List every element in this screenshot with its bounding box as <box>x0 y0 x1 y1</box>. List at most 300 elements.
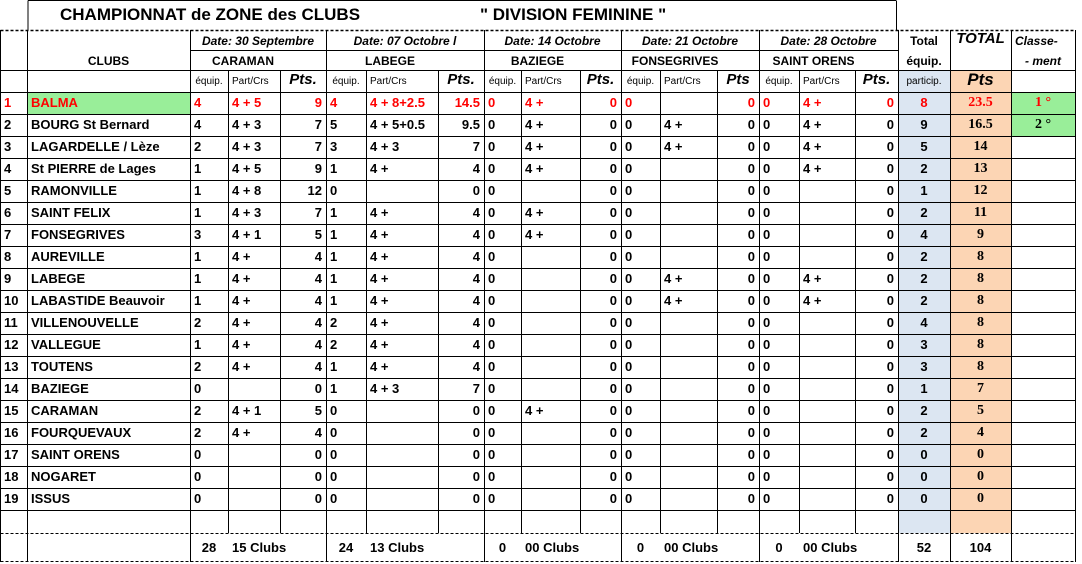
round-teams: 0 <box>625 95 633 110</box>
round-teams: 3 <box>194 227 202 242</box>
row-rank: 12 <box>4 337 19 352</box>
total-teams-sub: équip. <box>906 54 942 68</box>
partcrs-header: Part/Crs <box>370 76 407 87</box>
row-total-teams: 1 <box>920 381 928 396</box>
round-date: Date: 28 Octobre <box>780 34 877 48</box>
row-rank: 7 <box>4 227 12 242</box>
round-partcrs: 4 + <box>232 293 251 308</box>
row-rank: 19 <box>4 491 19 506</box>
round-partcrs: 4 + <box>232 315 251 330</box>
footer-round-clubs: 13 Clubs <box>370 540 425 555</box>
round-points: 4 <box>472 359 480 374</box>
round-points: 0 <box>747 95 755 110</box>
round-teams: 0 <box>488 425 496 440</box>
row-rank: 13 <box>4 359 19 374</box>
row-club: SAINT ORENS <box>31 447 120 462</box>
row-rank: 6 <box>4 205 12 220</box>
round-partcrs: 4 + <box>232 271 251 286</box>
round-date: Date: 14 Octobre <box>504 34 601 48</box>
round-points: 4 <box>314 271 322 286</box>
row-total-points: 8 <box>977 293 984 308</box>
round-points: 9.5 <box>461 117 480 132</box>
round-teams: 0 <box>763 227 771 242</box>
round-points: 4 <box>472 205 480 220</box>
round-partcrs: 4 + <box>664 139 683 154</box>
round-teams: 0 <box>488 205 496 220</box>
row-rank: 16 <box>4 425 19 440</box>
round-points: 0 <box>472 183 480 198</box>
round-points: 0 <box>472 403 480 418</box>
round-points: 4 <box>472 293 480 308</box>
round-teams: 0 <box>625 161 633 176</box>
round-teams: 0 <box>488 315 496 330</box>
pts-header: Pts. <box>862 71 891 88</box>
row-rank: 1 <box>4 95 12 110</box>
round-points: 5 <box>314 403 322 418</box>
round-points: 0 <box>609 359 617 374</box>
round-points: 0 <box>472 425 480 440</box>
row-total-teams: 5 <box>920 139 928 154</box>
round-points: 4 <box>314 249 322 264</box>
row-total-teams: 2 <box>920 271 928 286</box>
partcrs-header: Part/Crs <box>664 76 701 87</box>
round-teams: 0 <box>763 117 771 132</box>
round-points: 0 <box>747 403 755 418</box>
round-teams: 0 <box>625 315 633 330</box>
round-teams: 0 <box>625 183 633 198</box>
round-points: 0 <box>609 183 617 198</box>
row-total-teams: 2 <box>920 249 928 264</box>
round-teams: 0 <box>763 183 771 198</box>
round-points: 0 <box>609 161 617 176</box>
row-club: BAZIEGE <box>31 381 89 396</box>
round-points: 0 <box>886 491 894 506</box>
round-points: 0 <box>886 161 894 176</box>
round-teams: 0 <box>763 491 771 506</box>
page-subtitle: " DIVISION FEMININE " <box>480 5 667 24</box>
row-club: LAGARDELLE / Lèze <box>31 139 160 154</box>
round-points: 0 <box>747 139 755 154</box>
round-points: 0 <box>747 227 755 242</box>
round-teams: 0 <box>763 359 771 374</box>
round-points: 4 <box>472 315 480 330</box>
round-partcrs: 4 + <box>803 117 822 132</box>
round-points: 7 <box>314 117 322 132</box>
round-teams: 4 <box>330 95 338 110</box>
round-teams: 0 <box>625 117 633 132</box>
round-date: Date: 07 Octobre l <box>353 34 457 48</box>
round-teams: 0 <box>330 183 338 198</box>
round-points: 0 <box>747 315 755 330</box>
round-points: 0 <box>886 447 894 462</box>
round-points: 0 <box>886 95 894 110</box>
round-teams: 1 <box>194 161 202 176</box>
round-points: 0 <box>609 139 617 154</box>
round-points: 0 <box>314 381 322 396</box>
round-teams: 0 <box>488 403 496 418</box>
round-teams: 0 <box>625 249 633 264</box>
round-partcrs: 4 + <box>664 271 683 286</box>
round-points: 0 <box>472 491 480 506</box>
round-partcrs: 4 + <box>525 117 544 132</box>
round-teams: 0 <box>625 359 633 374</box>
round-points: 4 <box>314 337 322 352</box>
row-rank: 5 <box>4 183 12 198</box>
round-teams: 1 <box>194 249 202 264</box>
row-club: BALMA <box>31 95 78 110</box>
round-teams: 5 <box>330 117 338 132</box>
round-points: 0 <box>886 117 894 132</box>
footer-round-teams: 24 <box>338 540 354 555</box>
round-points: 0 <box>886 183 894 198</box>
row-classement: 2 ° <box>1034 117 1052 132</box>
round-teams: 1 <box>330 205 338 220</box>
round-teams: 0 <box>763 315 771 330</box>
round-partcrs: 4 + <box>370 271 389 286</box>
round-partcrs: 4 + <box>803 95 822 110</box>
row-rank: 14 <box>4 381 19 396</box>
row-rank: 8 <box>4 249 12 264</box>
classement-header: Classe- <box>1015 34 1058 48</box>
round-teams: 0 <box>625 425 633 440</box>
round-points: 0 <box>886 381 894 396</box>
row-club: CARAMAN <box>31 403 99 418</box>
round-teams: 0 <box>625 227 633 242</box>
round-points: 0 <box>886 139 894 154</box>
row-total-points: 14 <box>973 139 988 154</box>
round-teams: 0 <box>194 469 202 484</box>
round-partcrs: 4 + 3 <box>232 205 262 220</box>
row-total-points: 5 <box>977 403 984 418</box>
round-partcrs: 4 + 3 <box>370 139 400 154</box>
round-points: 0 <box>747 183 755 198</box>
round-points: 0 <box>609 469 617 484</box>
round-partcrs: 4 + <box>525 161 544 176</box>
round-teams: 0 <box>194 447 202 462</box>
row-total-teams: 3 <box>920 337 928 352</box>
round-points: 7 <box>314 139 322 154</box>
round-points: 0 <box>609 491 617 506</box>
round-points: 0 <box>609 337 617 352</box>
round-partcrs: 4 + <box>370 205 389 220</box>
round-partcrs: 4 + <box>525 205 544 220</box>
round-partcrs: 4 + <box>370 227 389 242</box>
round-points: 0 <box>609 249 617 264</box>
clubs-header: CLUBS <box>87 54 130 68</box>
round-teams: 1 <box>330 227 338 242</box>
round-teams: 0 <box>330 403 338 418</box>
row-total-teams: 9 <box>920 117 928 132</box>
round-teams: 1 <box>194 293 202 308</box>
row-rank: 4 <box>4 161 12 176</box>
round-teams: 0 <box>763 469 771 484</box>
footer-round-clubs: 00 Clubs <box>525 540 580 555</box>
round-teams: 4 <box>194 117 202 132</box>
round-partcrs: 4 + <box>803 271 822 286</box>
round-points: 0 <box>609 95 617 110</box>
round-points: 0 <box>747 469 755 484</box>
grand-total-sub: Pts <box>967 70 994 89</box>
row-club: FONSEGRIVES <box>31 227 125 242</box>
row-club: SAINT FELIX <box>31 205 111 220</box>
round-points: 0 <box>609 117 617 132</box>
row-total-teams: 3 <box>920 359 928 374</box>
round-partcrs: 4 + 8 <box>232 183 262 198</box>
row-club: AUREVILLE <box>31 249 105 264</box>
round-points: 9 <box>314 161 322 176</box>
round-points: 0 <box>609 447 617 462</box>
round-teams: 0 <box>763 447 771 462</box>
round-teams: 0 <box>625 205 633 220</box>
round-teams: 1 <box>330 293 338 308</box>
round-points: 0 <box>886 227 894 242</box>
row-total-points: 0 <box>977 491 984 506</box>
partcrs-header: Part/Crs <box>525 76 562 87</box>
pts-header: Pts. <box>289 71 317 88</box>
round-partcrs: 4 + <box>232 359 251 374</box>
round-teams: 0 <box>488 271 496 286</box>
round-points: 0 <box>886 469 894 484</box>
row-total-teams: 0 <box>920 469 928 484</box>
footer-round-clubs: 15 Clubs <box>232 540 287 555</box>
round-teams: 4 <box>194 95 202 110</box>
round-teams: 3 <box>330 139 338 154</box>
round-teams: 0 <box>488 359 496 374</box>
round-points: 0 <box>886 249 894 264</box>
row-total-points: 0 <box>977 447 984 462</box>
row-total-points: 8 <box>977 337 984 352</box>
round-points: 0 <box>747 161 755 176</box>
round-partcrs: 4 + 5 <box>232 161 262 176</box>
round-teams: 0 <box>763 293 771 308</box>
round-teams: 0 <box>488 469 496 484</box>
round-partcrs: 4 + 5+0.5 <box>370 117 425 132</box>
round-partcrs: 4 + <box>232 249 251 264</box>
row-rank: 18 <box>4 469 19 484</box>
round-points: 4 <box>314 425 322 440</box>
equip-header: équip. <box>626 76 655 87</box>
equip-header: équip. <box>195 76 223 87</box>
round-teams: 0 <box>330 469 338 484</box>
row-club: VALLEGUE <box>31 337 101 352</box>
round-points: 0 <box>747 381 755 396</box>
row-club: LABASTIDE Beauvoir <box>31 293 165 308</box>
equip-header: équip. <box>332 76 360 87</box>
round-partcrs: 4 + 8+2.5 <box>370 95 425 110</box>
round-teams: 0 <box>625 469 633 484</box>
total-teams-header: Total <box>910 34 938 48</box>
round-teams: 1 <box>330 161 338 176</box>
round-teams: 1 <box>194 205 202 220</box>
round-teams: 0 <box>194 381 202 396</box>
round-date: Date: 21 Octobre <box>641 34 739 48</box>
footer-round-teams: 0 <box>498 540 507 555</box>
round-venue: SAINT ORENS <box>772 54 855 68</box>
round-teams: 0 <box>488 447 496 462</box>
round-points: 0 <box>747 117 755 132</box>
row-total-points: 4 <box>977 425 984 440</box>
row-total-points: 8 <box>977 315 984 330</box>
row-total-teams: 4 <box>920 315 928 330</box>
row-total-teams: 1 <box>920 183 928 198</box>
round-teams: 0 <box>488 117 496 132</box>
row-total-teams: 2 <box>920 425 928 440</box>
round-teams: 0 <box>488 381 496 396</box>
round-teams: 1 <box>330 249 338 264</box>
round-partcrs: 4 + 3 <box>232 139 262 154</box>
round-teams: 2 <box>194 139 202 154</box>
round-teams: 2 <box>330 337 338 352</box>
round-points: 5 <box>314 227 322 242</box>
round-partcrs: 4 + <box>232 337 251 352</box>
round-venue: LABEGE <box>364 54 415 68</box>
round-partcrs: 4 + 5 <box>232 95 262 110</box>
round-points: 0 <box>747 447 755 462</box>
round-points: 0 <box>886 205 894 220</box>
round-partcrs: 4 + 3 <box>232 117 262 132</box>
round-teams: 2 <box>194 359 202 374</box>
round-points: 12 <box>307 183 322 198</box>
pts-header: Pts <box>726 71 750 88</box>
round-partcrs: 4 + 1 <box>232 227 262 242</box>
round-teams: 0 <box>488 95 496 110</box>
row-club: BOURG St Bernard <box>31 117 150 132</box>
row-club: LABEGE <box>31 271 86 286</box>
round-partcrs: 4 + <box>664 293 683 308</box>
round-points: 0 <box>886 425 894 440</box>
row-classement: 1 ° <box>1034 95 1052 110</box>
round-teams: 0 <box>763 381 771 396</box>
round-teams: 0 <box>763 95 771 110</box>
round-teams: 0 <box>763 425 771 440</box>
round-teams: 0 <box>625 381 633 396</box>
round-venue: FONSEGRIVES <box>631 54 719 68</box>
round-teams: 2 <box>194 315 202 330</box>
row-rank: 17 <box>4 447 19 462</box>
round-points: 7 <box>472 139 480 154</box>
round-teams: 1 <box>194 271 202 286</box>
round-teams: 0 <box>488 249 496 264</box>
round-points: 4 <box>314 359 322 374</box>
round-teams: 0 <box>625 293 633 308</box>
pts-header: Pts. <box>447 71 475 88</box>
footer-round-teams: 0 <box>775 540 783 555</box>
round-points: 7 <box>472 381 480 396</box>
round-partcrs: 4 + <box>803 139 822 154</box>
round-points: 0 <box>609 205 617 220</box>
round-teams: 2 <box>330 315 338 330</box>
round-points: 7 <box>314 205 322 220</box>
round-teams: 0 <box>625 337 633 352</box>
round-teams: 0 <box>488 227 496 242</box>
total-teams-sub2: particip. <box>906 76 942 87</box>
partcrs-header: Part/Crs <box>232 76 269 87</box>
round-teams: 0 <box>763 161 771 176</box>
round-teams: 2 <box>194 425 202 440</box>
round-points: 0 <box>886 403 894 418</box>
round-date: Date: 30 Septembre <box>201 34 315 48</box>
round-points: 0 <box>472 447 480 462</box>
round-partcrs: 4 + <box>370 315 389 330</box>
row-total-points: 7 <box>977 381 984 396</box>
row-total-points: 9 <box>977 227 984 242</box>
row-total-teams: 0 <box>920 447 928 462</box>
round-teams: 0 <box>763 249 771 264</box>
row-total-teams: 2 <box>920 161 928 176</box>
row-rank: 10 <box>4 293 19 308</box>
round-teams: 0 <box>625 403 633 418</box>
round-teams: 0 <box>330 491 338 506</box>
round-teams: 0 <box>625 139 633 154</box>
round-points: 0 <box>314 469 322 484</box>
round-points: 4 <box>472 161 480 176</box>
round-points: 0 <box>747 359 755 374</box>
round-teams: 0 <box>763 403 771 418</box>
round-teams: 0 <box>330 447 338 462</box>
round-partcrs: 4 + <box>803 161 822 176</box>
round-points: 0 <box>886 271 894 286</box>
round-points: 0 <box>472 469 480 484</box>
row-rank: 3 <box>4 139 12 154</box>
round-points: 4 <box>472 271 480 286</box>
row-club: NOGARET <box>31 469 96 484</box>
row-total-teams: 2 <box>920 293 928 308</box>
row-club: ISSUS <box>31 491 71 506</box>
row-rank: 2 <box>4 117 12 132</box>
round-points: 14.5 <box>454 95 480 110</box>
row-total-points: 12 <box>973 183 988 198</box>
footer-total-points: 104 <box>969 540 992 555</box>
row-total-points: 8 <box>977 249 984 264</box>
row-total-teams: 0 <box>920 491 928 506</box>
footer-round-clubs: 00 Clubs <box>803 540 858 555</box>
page-title: CHAMPIONNAT de ZONE des CLUBS <box>60 5 361 24</box>
round-points: 0 <box>609 425 617 440</box>
round-partcrs: 4 + <box>803 293 822 308</box>
round-venue: CARAMAN <box>212 54 274 68</box>
round-teams: 0 <box>488 491 496 506</box>
round-points: 4 <box>314 315 322 330</box>
round-teams: 0 <box>763 205 771 220</box>
round-teams: 0 <box>763 139 771 154</box>
row-club: FOURQUEVAUX <box>31 425 132 440</box>
round-points: 0 <box>609 403 617 418</box>
round-teams: 1 <box>194 337 202 352</box>
round-teams: 0 <box>625 271 633 286</box>
row-rank: 9 <box>4 271 12 286</box>
round-points: 0 <box>609 271 617 286</box>
round-teams: 1 <box>330 381 338 396</box>
round-partcrs: 4 + <box>370 161 389 176</box>
row-club: St PIERRE de Lages <box>31 161 156 176</box>
round-teams: 0 <box>330 425 338 440</box>
round-points: 9 <box>314 95 322 110</box>
round-points: 4 <box>472 249 480 264</box>
round-partcrs: 4 + <box>525 139 544 154</box>
round-teams: 1 <box>194 183 202 198</box>
round-points: 4 <box>314 293 322 308</box>
round-points: 0 <box>747 293 755 308</box>
round-partcrs: 4 + 3 <box>370 381 400 396</box>
round-points: 0 <box>886 293 894 308</box>
round-teams: 1 <box>330 359 338 374</box>
round-points: 0 <box>886 359 894 374</box>
round-points: 0 <box>314 491 322 506</box>
equip-header: équip. <box>765 76 793 87</box>
round-teams: 0 <box>194 491 202 506</box>
round-partcrs: 4 + <box>370 337 389 352</box>
row-total-points: 8 <box>977 359 984 374</box>
